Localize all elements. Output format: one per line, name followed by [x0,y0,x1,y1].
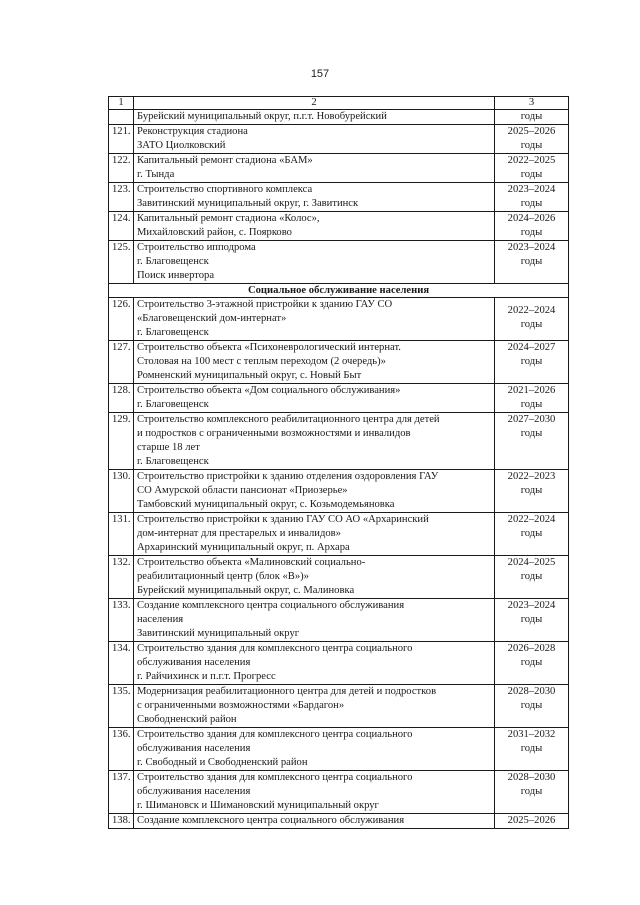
description-line: Поиск инвертора [137,270,215,281]
term-line: 2026–2028 [507,643,556,654]
row-term [495,513,569,556]
row-number: 136. [109,728,134,771]
term-line: 2024–2027 [507,342,556,353]
term-line: 2022–2023 [507,471,556,482]
description-line: Строительство пристройки к зданию отделения оздоровления ГАУ [137,471,439,482]
row-description [134,513,495,556]
row-description [134,814,495,829]
description-line: дом-интернат для престарелых и инвалидов» [137,528,341,539]
term-line: годы [520,614,543,625]
row-description [134,771,495,814]
row-term [495,212,569,241]
row-term [495,771,569,814]
description-line: Модернизация реабилитационного центра для детей и подростков [137,686,437,697]
row-number [109,110,134,125]
row-description [134,413,495,470]
table-row [109,125,569,154]
row-description [134,556,495,599]
term-line: 2027–2030 [507,414,556,425]
description-line: г. Тында [137,169,175,180]
row-term [495,183,569,212]
description-line: г. Свободный и Свободненский район [137,757,308,768]
row-description [134,241,495,284]
table-row [109,341,569,384]
term-line: 2021–2026 [507,385,556,396]
term-line: годы [520,319,543,330]
header-col-3: 3 [495,97,569,110]
description-line: Создание комплексного центра социального обслуживания [137,600,405,611]
term-line: годы [520,743,543,754]
row-description [134,470,495,513]
row-number: 122. [109,154,134,183]
section-title: Социальное обслуживание населения [109,284,569,298]
table-row [109,154,569,183]
row-number: 124. [109,212,134,241]
description-line: Свободненский район [137,714,237,725]
description-line: Строительство ипподрома [137,242,256,253]
description-line: г. Благовещенск [137,399,209,410]
description-line: Столовая на 100 мест с теплым переходом (2 очередь)» [137,356,386,367]
row-term [495,599,569,642]
description-line: обслуживания населения [137,657,251,668]
term-line: годы [520,657,543,668]
description-line: г. Благовещенск [137,327,209,338]
description-line: Бурейский муниципальный округ, с. Малиновка [137,585,355,596]
description-line: Строительство здания для комплексного центра социального [137,772,413,783]
term-line: годы [520,256,543,267]
term-line: годы [520,169,543,180]
term-line: годы [520,428,543,439]
term-line: 2022–2025 [507,155,556,166]
row-number: 126. [109,298,134,341]
table-row [109,298,569,341]
row-number: 135. [109,685,134,728]
description-line: Завитинский муниципальный округ [137,628,300,639]
row-description [134,298,495,341]
row-term [495,556,569,599]
row-description [134,154,495,183]
description-line: Строительство здания для комплексного центра социального [137,643,413,654]
term-line: 2025–2026 [507,815,556,826]
row-description [134,384,495,413]
description-line: реабилитационный центр (блок «В»)» [137,571,309,582]
description-line: Тамбовский муниципальный округ, с. Козьмодемьяновка [137,499,395,510]
row-number: 138. [109,814,134,829]
description-line: «Благовещенский дом-интернат» [137,313,287,324]
description-line: Ромненский муниципальный округ, с. Новый Быт [137,370,362,381]
term-line: 2024–2025 [507,557,556,568]
row-number: 125. [109,241,134,284]
description-line: Строительство комплексного реабилитационного центра для детей [137,414,440,425]
description-line: Капитальный ремонт стадиона «Колос», [137,213,320,224]
table-row [109,685,569,728]
term-line: годы [520,227,543,238]
term-line: годы [520,356,543,367]
continuation-row [109,110,569,125]
term-line: 2024–2026 [507,213,556,224]
description-line: г. Райчихинск и п.г.т. Прогресс [137,671,276,682]
term-line: годы [520,111,543,122]
description-line: с ограниченными возможностями «Бардагон» [137,700,345,711]
term-line: 2031–2032 [507,729,556,740]
row-term [495,341,569,384]
description-line: Завитинский муниципальный округ, г. Завитинск [137,198,359,209]
description-line: Строительство объекта «Дом социального обслуживания» [137,385,401,396]
term-line: годы [520,140,543,151]
table-row [109,183,569,212]
row-number: 130. [109,470,134,513]
row-term [495,814,569,829]
table-row [109,814,569,829]
row-description [134,599,495,642]
row-number: 131. [109,513,134,556]
table-row [109,599,569,642]
row-description [134,212,495,241]
row-term [495,642,569,685]
row-number: 128. [109,384,134,413]
description-line: Строительство спортивного комплекса [137,184,313,195]
row-term [495,728,569,771]
projects-table [108,96,569,829]
description-line: Строительство здания для комплексного центра социального [137,729,413,740]
description-line: и подростков с ограниченными возможностями и инвалидов [137,428,411,439]
row-description [134,110,495,125]
table-body [109,97,569,829]
description-line: населения [137,614,184,625]
description-line: Архаринский муниципальный округ, п. Архара [137,542,350,553]
description-line: Строительство объекта «Малиновский социально- [137,557,366,568]
table-row [109,384,569,413]
row-description [134,685,495,728]
row-number: 132. [109,556,134,599]
description-line: старше 18 лет [137,442,200,453]
table-row [109,728,569,771]
row-term [495,413,569,470]
term-line: годы [520,700,543,711]
table-row [109,212,569,241]
row-number: 137. [109,771,134,814]
description-line: Строительство 3-этажной пристройки к зданию ГАУ СО [137,299,393,310]
term-line: 2022–2024 [507,305,556,316]
row-number: 121. [109,125,134,154]
description-line: обслуживания населения [137,786,251,797]
description-line: г. Благовещенск [137,256,209,267]
term-line: 2028–2030 [507,686,556,697]
row-term [495,470,569,513]
table-row [109,642,569,685]
row-term [495,110,569,125]
description-line: Капитальный ремонт стадиона «БАМ» [137,155,313,166]
term-line: 2023–2024 [507,600,556,611]
description-line: г. Шимановск и Шимановский муниципальный округ [137,800,379,811]
row-number: 134. [109,642,134,685]
term-line: годы [520,786,543,797]
description-line: Строительство пристройки к зданию ГАУ СО АО «Архаринский [137,514,429,525]
description-line: ЗАТО Циолковский [137,140,226,151]
description-line: СО Амурской области пансионат «Приозерье» [137,485,348,496]
term-line: годы [520,399,543,410]
table-row [109,470,569,513]
term-line: 2025–2026 [507,126,556,137]
row-description [134,341,495,384]
term-line: 2023–2024 [507,242,556,253]
table-row [109,413,569,470]
term-line: годы [520,571,543,582]
table-row [109,556,569,599]
row-term [495,125,569,154]
row-number: 127. [109,341,134,384]
description-line: Создание комплексного центра социального обслуживания [137,815,405,826]
row-description [134,642,495,685]
row-number: 133. [109,599,134,642]
description-line: Бурейский муниципальный округ, п.г.т. Новобурейский [137,111,387,122]
row-term [495,298,569,341]
term-line: 2028–2030 [507,772,556,783]
row-number: 129. [109,413,134,470]
term-line: 2023–2024 [507,184,556,195]
header-col-2: 2 [134,97,495,110]
description-line: Михайловский район, с. Поярково [137,227,292,238]
row-description [134,125,495,154]
table-row [109,241,569,284]
term-line: годы [520,485,543,496]
term-line: годы [520,528,543,539]
row-term [495,241,569,284]
table-header-row [109,97,569,110]
row-term [495,384,569,413]
table-row [109,513,569,556]
row-term [495,154,569,183]
term-line: 2022–2024 [507,514,556,525]
row-description [134,728,495,771]
term-line: годы [520,198,543,209]
description-line: Реконструкция стадиона [137,126,248,137]
row-term [495,685,569,728]
row-description [134,183,495,212]
description-line: обслуживания населения [137,743,251,754]
description-line: Строительство объекта «Психоневрологический интернат. [137,342,401,353]
table-row [109,771,569,814]
row-number: 123. [109,183,134,212]
section-header-row [109,284,569,298]
description-line: г. Благовещенск [137,456,209,467]
page-number: 157 [310,68,330,80]
header-col-1: 1 [109,97,134,110]
